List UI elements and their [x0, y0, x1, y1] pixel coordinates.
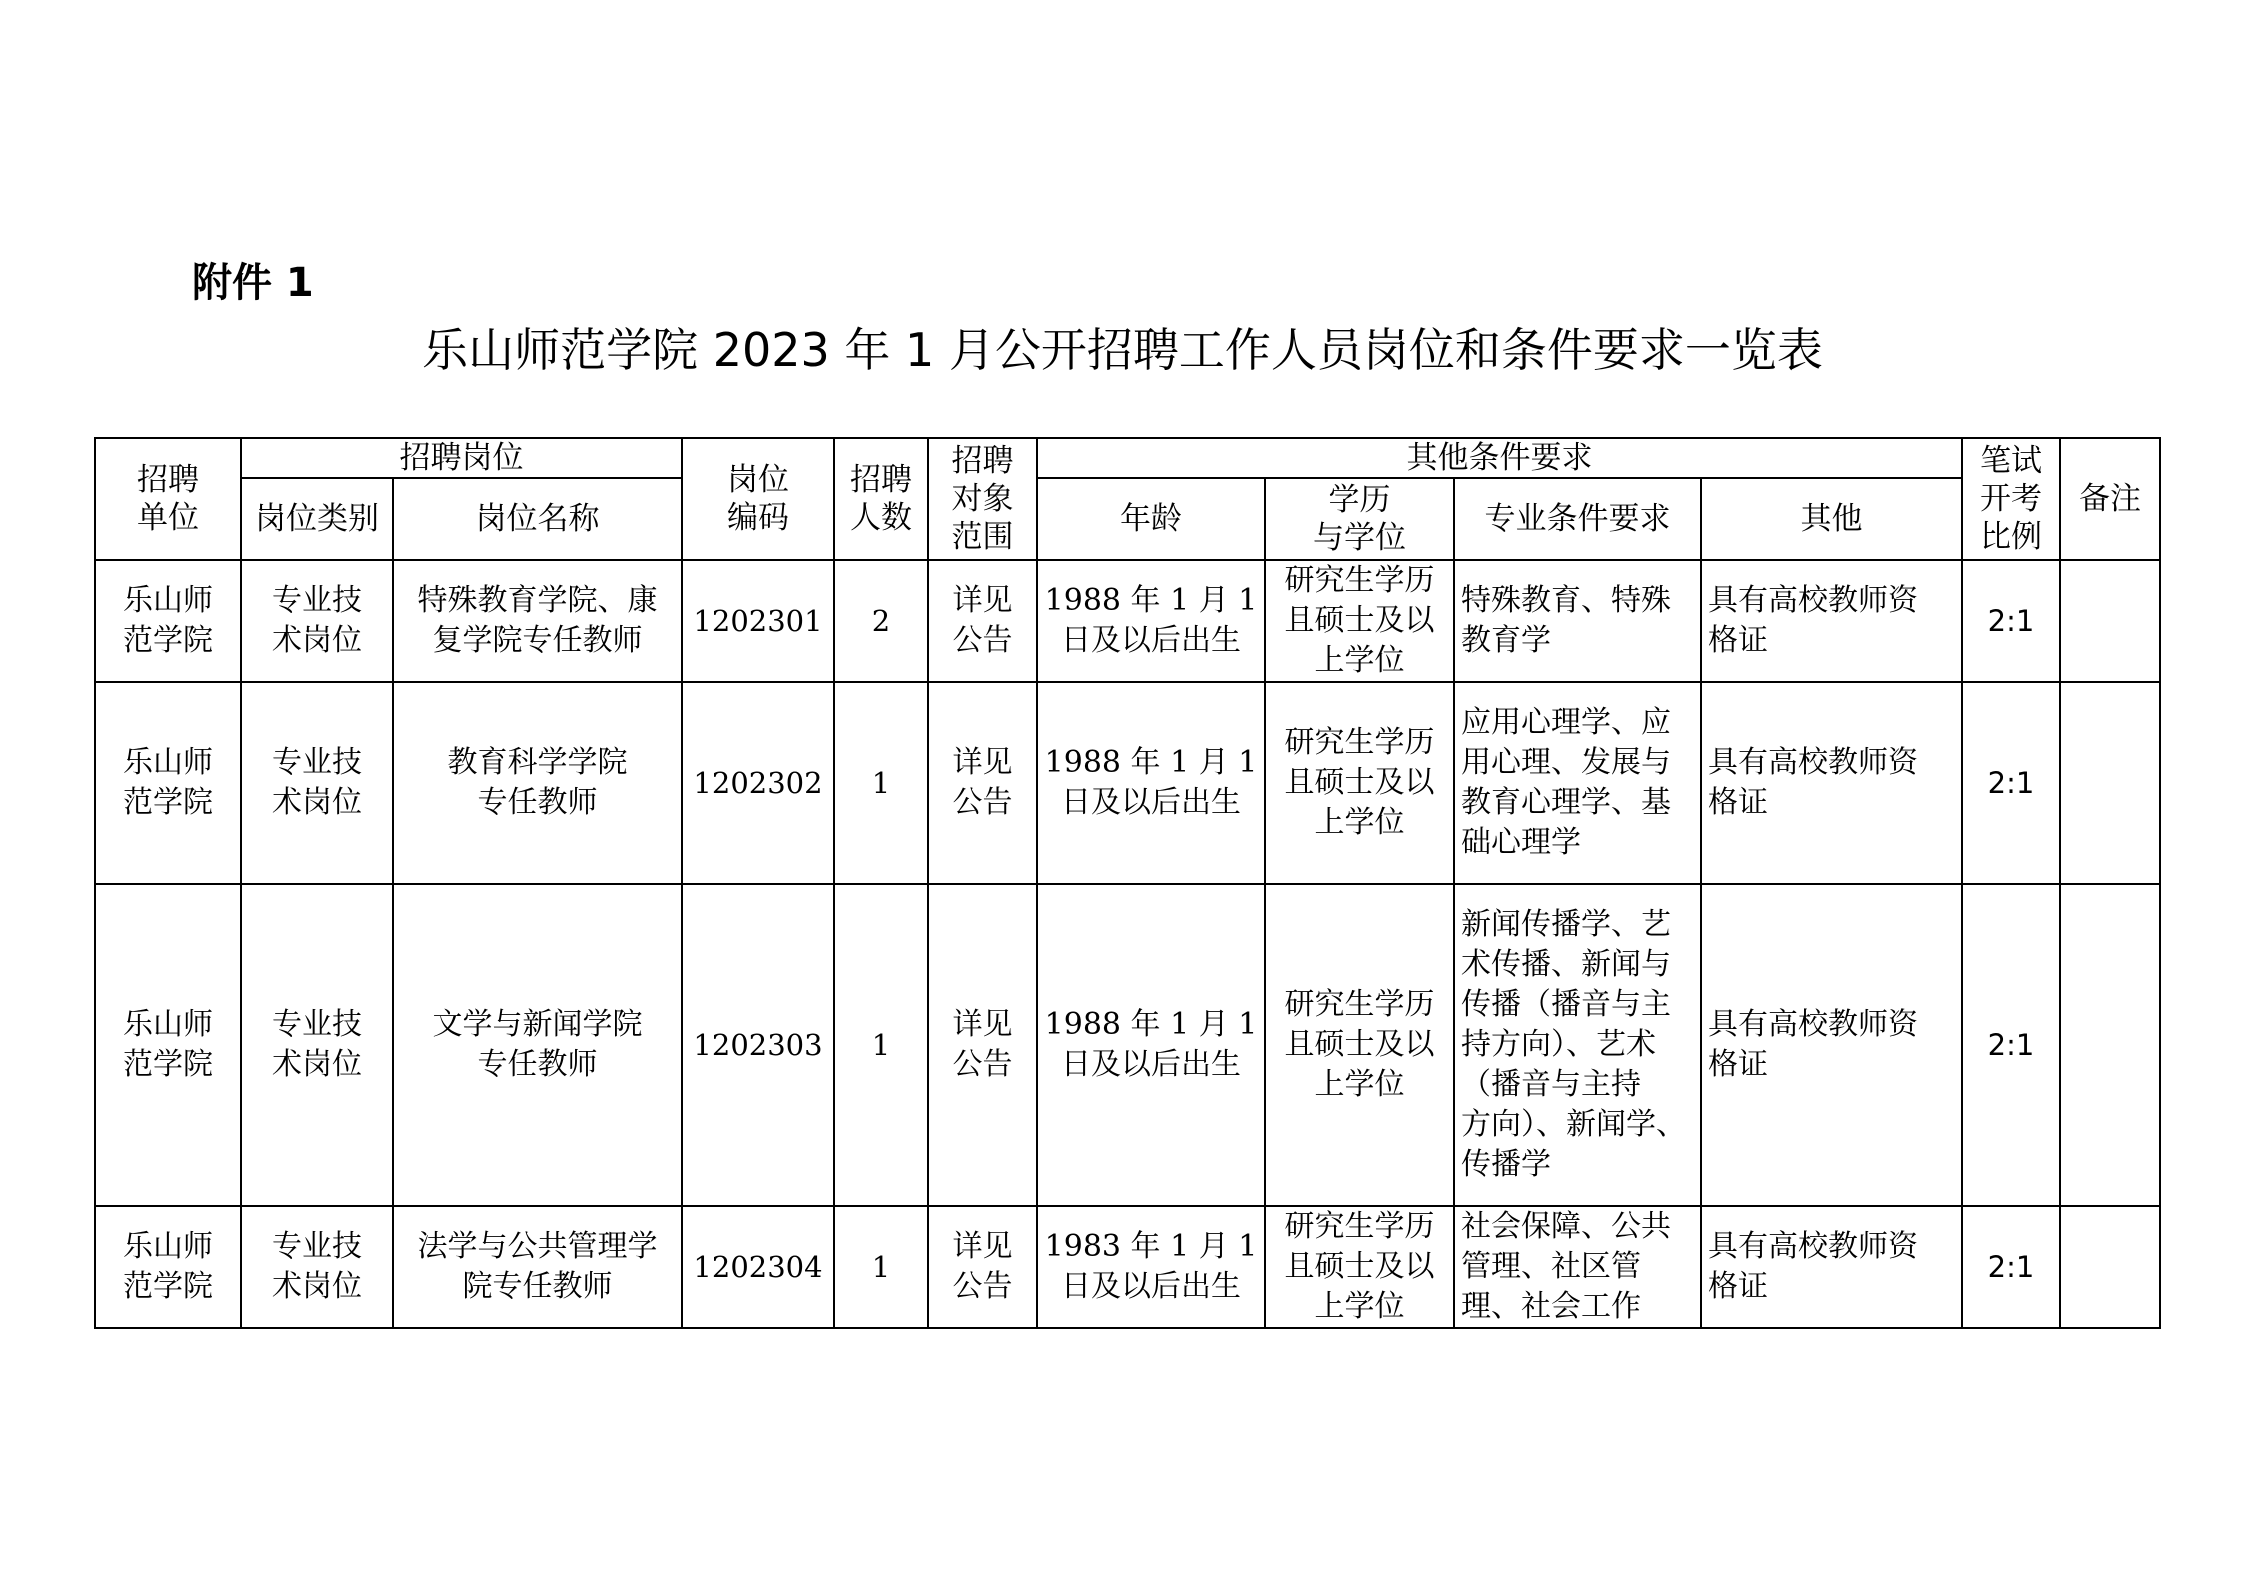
- cell-post-name-line: 专任教师: [477, 785, 598, 820]
- cell-unit-line: 范学院: [123, 623, 213, 658]
- cell-unit-line: 范学院: [123, 1269, 213, 1304]
- cell-other-line: 格证: [1708, 1047, 1768, 1082]
- cell-post-name-line: 院专任教师: [462, 1269, 613, 1304]
- cell-education-line: 上学位: [1314, 805, 1405, 840]
- cell-post-code: 1202302: [682, 682, 834, 884]
- cell-education: [1265, 560, 1454, 682]
- cell-category-line: 术岗位: [272, 785, 362, 820]
- header-other: 其他: [1701, 478, 1962, 560]
- header-post-category: 岗位类别: [241, 478, 393, 560]
- cell-headcount: 1: [834, 682, 928, 884]
- cell-unit-line: 乐山师: [123, 1007, 213, 1042]
- cell-target-scope: [928, 682, 1037, 884]
- cell-education-line: 上学位: [1314, 1289, 1405, 1324]
- cell-major-line: 社会保障、公共: [1461, 1209, 1671, 1244]
- header-post-name: 岗位名称: [393, 478, 682, 560]
- cell-age: [1037, 560, 1265, 682]
- cell-age-line: 日及以后出生: [1061, 623, 1241, 658]
- header-remarks: 备注: [2060, 438, 2160, 560]
- cell-post-name-line: 教育科学学院: [447, 745, 628, 780]
- header-post-code: 岗位 编码: [682, 438, 834, 560]
- header-row-bottom: [95, 478, 2160, 560]
- cell-exam-ratio: 2:1: [1962, 682, 2060, 884]
- cell-remarks: [2060, 682, 2160, 884]
- cell-remarks: [2060, 1206, 2160, 1328]
- cell-major-line: 管理、社区管: [1461, 1249, 1641, 1284]
- cell-target-scope-line: 公告: [952, 1269, 1013, 1304]
- cell-major-line: 新闻传播学、艺: [1461, 907, 1671, 942]
- cell-post-name: [393, 682, 682, 884]
- cell-headcount: 2: [834, 560, 928, 682]
- cell-age-line: 1988 年 1 月 1: [1044, 1007, 1258, 1042]
- cell-unit-line: 范学院: [123, 1047, 213, 1082]
- cell-major-line: （播音与主持: [1461, 1067, 1641, 1102]
- cell-exam-ratio: 2:1: [1962, 560, 2060, 682]
- cell-post-name-line: 复学院专任教师: [432, 623, 643, 658]
- cell-major-line: 础心理学: [1461, 825, 1581, 860]
- cell-age-line: 1983 年 1 月 1: [1044, 1229, 1258, 1264]
- table-row: [95, 884, 2160, 1206]
- cell-headcount: 1: [834, 1206, 928, 1328]
- cell-target-scope: [928, 560, 1037, 682]
- cell-age-line: 1988 年 1 月 1: [1044, 583, 1258, 618]
- cell-category: [241, 682, 393, 884]
- cell-post-name: [393, 1206, 682, 1328]
- cell-unit: [95, 1206, 241, 1328]
- cell-post-code: 1202301: [682, 560, 834, 682]
- cell-major-line: 应用心理学、应: [1461, 705, 1671, 740]
- header-other-group: 其他条件要求: [1037, 438, 1962, 478]
- cell-post-name: [393, 884, 682, 1206]
- cell-other-line: 具有高校教师资: [1708, 745, 1918, 780]
- cell-age: [1037, 1206, 1265, 1328]
- cell-education-line: 研究生学历: [1284, 1209, 1435, 1244]
- header-headcount: 招聘 人数: [834, 438, 928, 560]
- cell-post-name-line: 文学与新闻学院: [432, 1007, 643, 1042]
- cell-post-name-line: 法学与公共管理学: [417, 1229, 658, 1264]
- cell-other: [1701, 682, 1962, 884]
- cell-unit-line: 乐山师: [123, 583, 213, 618]
- cell-major-line: 教育学: [1461, 623, 1551, 658]
- table-row: [95, 1206, 2160, 1328]
- cell-age: [1037, 682, 1265, 884]
- cell-major-line: 用心理、发展与: [1461, 745, 1671, 780]
- cell-major-line: 特殊教育、特殊: [1461, 583, 1671, 618]
- cell-education-line: 且硕士及以: [1284, 603, 1435, 638]
- cell-post-code: 1202304: [682, 1206, 834, 1328]
- cell-major: [1454, 560, 1701, 682]
- header-education: 学历 与学位: [1265, 478, 1454, 560]
- attachment-label: 附件 1: [192, 260, 314, 306]
- cell-exam-ratio: 2:1: [1962, 884, 2060, 1206]
- cell-education: [1265, 682, 1454, 884]
- cell-category-line: 术岗位: [272, 1047, 362, 1082]
- cell-target-scope-line: 详见: [952, 583, 1013, 618]
- header-exam-ratio: 笔试 开考 比例: [1962, 438, 2060, 560]
- cell-category-line: 专业技: [272, 1007, 362, 1042]
- cell-other: [1701, 560, 1962, 682]
- cell-unit-line: 范学院: [123, 785, 213, 820]
- cell-major-line: 传播（播音与主: [1461, 987, 1671, 1022]
- page-title: 乐山师范学院 2023 年 1 月公开招聘工作人员岗位和条件要求一览表: [422, 323, 1823, 377]
- cell-education-line: 上学位: [1314, 1067, 1405, 1102]
- cell-other-line: 具有高校教师资: [1708, 1007, 1918, 1042]
- cell-target-scope: [928, 884, 1037, 1206]
- header-age: 年龄: [1037, 478, 1265, 560]
- header-target-scope: 招聘 对象 范围: [928, 438, 1037, 560]
- cell-other: [1701, 1206, 1962, 1328]
- cell-major: [1454, 682, 1701, 884]
- cell-post-code: 1202303: [682, 884, 834, 1206]
- cell-major: [1454, 1206, 1701, 1328]
- cell-category-line: 专业技: [272, 1229, 362, 1264]
- cell-target-scope: [928, 1206, 1037, 1328]
- cell-target-scope-line: 详见: [952, 1007, 1013, 1042]
- cell-major-line: 传播学: [1461, 1147, 1551, 1182]
- cell-category: [241, 1206, 393, 1328]
- cell-education-line: 研究生学历: [1284, 563, 1435, 598]
- cell-age-line: 日及以后出生: [1061, 1047, 1241, 1082]
- cell-education-line: 上学位: [1314, 643, 1405, 678]
- cell-unit: [95, 884, 241, 1206]
- cell-age-line: 日及以后出生: [1061, 785, 1241, 820]
- cell-education-line: 研究生学历: [1284, 725, 1435, 760]
- cell-other-line: 具有高校教师资: [1708, 583, 1918, 618]
- cell-age-line: 日及以后出生: [1061, 1269, 1241, 1304]
- cell-major-line: 方向）、新闻学、: [1461, 1107, 1686, 1142]
- header-unit: 招聘 单位: [95, 438, 241, 560]
- cell-category-line: 专业技: [272, 745, 362, 780]
- cell-post-name: [393, 560, 682, 682]
- cell-major-line: 术传播、新闻与: [1461, 947, 1671, 982]
- cell-education-line: 研究生学历: [1284, 987, 1435, 1022]
- cell-other: [1701, 884, 1962, 1206]
- header-major: 专业条件要求: [1454, 478, 1701, 560]
- cell-category: [241, 884, 393, 1206]
- cell-major-line: 理、社会工作: [1461, 1289, 1641, 1324]
- cell-major: [1454, 884, 1701, 1206]
- cell-major-line: 教育心理学、基: [1461, 785, 1671, 820]
- cell-post-name-line: 专任教师: [477, 1047, 598, 1082]
- cell-remarks: [2060, 884, 2160, 1206]
- cell-other-line: 格证: [1708, 785, 1768, 820]
- cell-education-line: 且硕士及以: [1284, 1027, 1435, 1062]
- cell-target-scope-line: 详见: [952, 1229, 1013, 1264]
- cell-major-line: 持方向）、艺术: [1461, 1027, 1656, 1062]
- header-post-group: 招聘岗位: [241, 438, 682, 478]
- cell-education-line: 且硕士及以: [1284, 765, 1435, 800]
- cell-category-line: 专业技: [272, 583, 362, 618]
- cell-education: [1265, 884, 1454, 1206]
- cell-unit-line: 乐山师: [123, 1229, 213, 1264]
- cell-unit-line: 乐山师: [123, 745, 213, 780]
- cell-target-scope-line: 详见: [952, 745, 1013, 780]
- recruitment-table: [94, 437, 2161, 1329]
- table-row: [95, 682, 2160, 884]
- cell-other-line: 具有高校教师资: [1708, 1229, 1918, 1264]
- cell-age: [1037, 884, 1265, 1206]
- cell-category-line: 术岗位: [272, 623, 362, 658]
- cell-target-scope-line: 公告: [952, 623, 1013, 658]
- cell-age-line: 1988 年 1 月 1: [1044, 745, 1258, 780]
- cell-unit: [95, 682, 241, 884]
- cell-target-scope-line: 公告: [952, 1047, 1013, 1082]
- cell-headcount: 1: [834, 884, 928, 1206]
- header-row-top: [95, 438, 2160, 478]
- cell-remarks: [2060, 560, 2160, 682]
- cell-unit: [95, 560, 241, 682]
- cell-target-scope-line: 公告: [952, 785, 1013, 820]
- cell-education-line: 且硕士及以: [1284, 1249, 1435, 1284]
- cell-education: [1265, 1206, 1454, 1328]
- cell-other-line: 格证: [1708, 623, 1768, 658]
- table-row: [95, 560, 2160, 682]
- cell-exam-ratio: 2:1: [1962, 1206, 2060, 1328]
- cell-category: [241, 560, 393, 682]
- cell-category-line: 术岗位: [272, 1269, 362, 1304]
- cell-other-line: 格证: [1708, 1269, 1768, 1304]
- cell-post-name-line: 特殊教育学院、康: [417, 583, 658, 618]
